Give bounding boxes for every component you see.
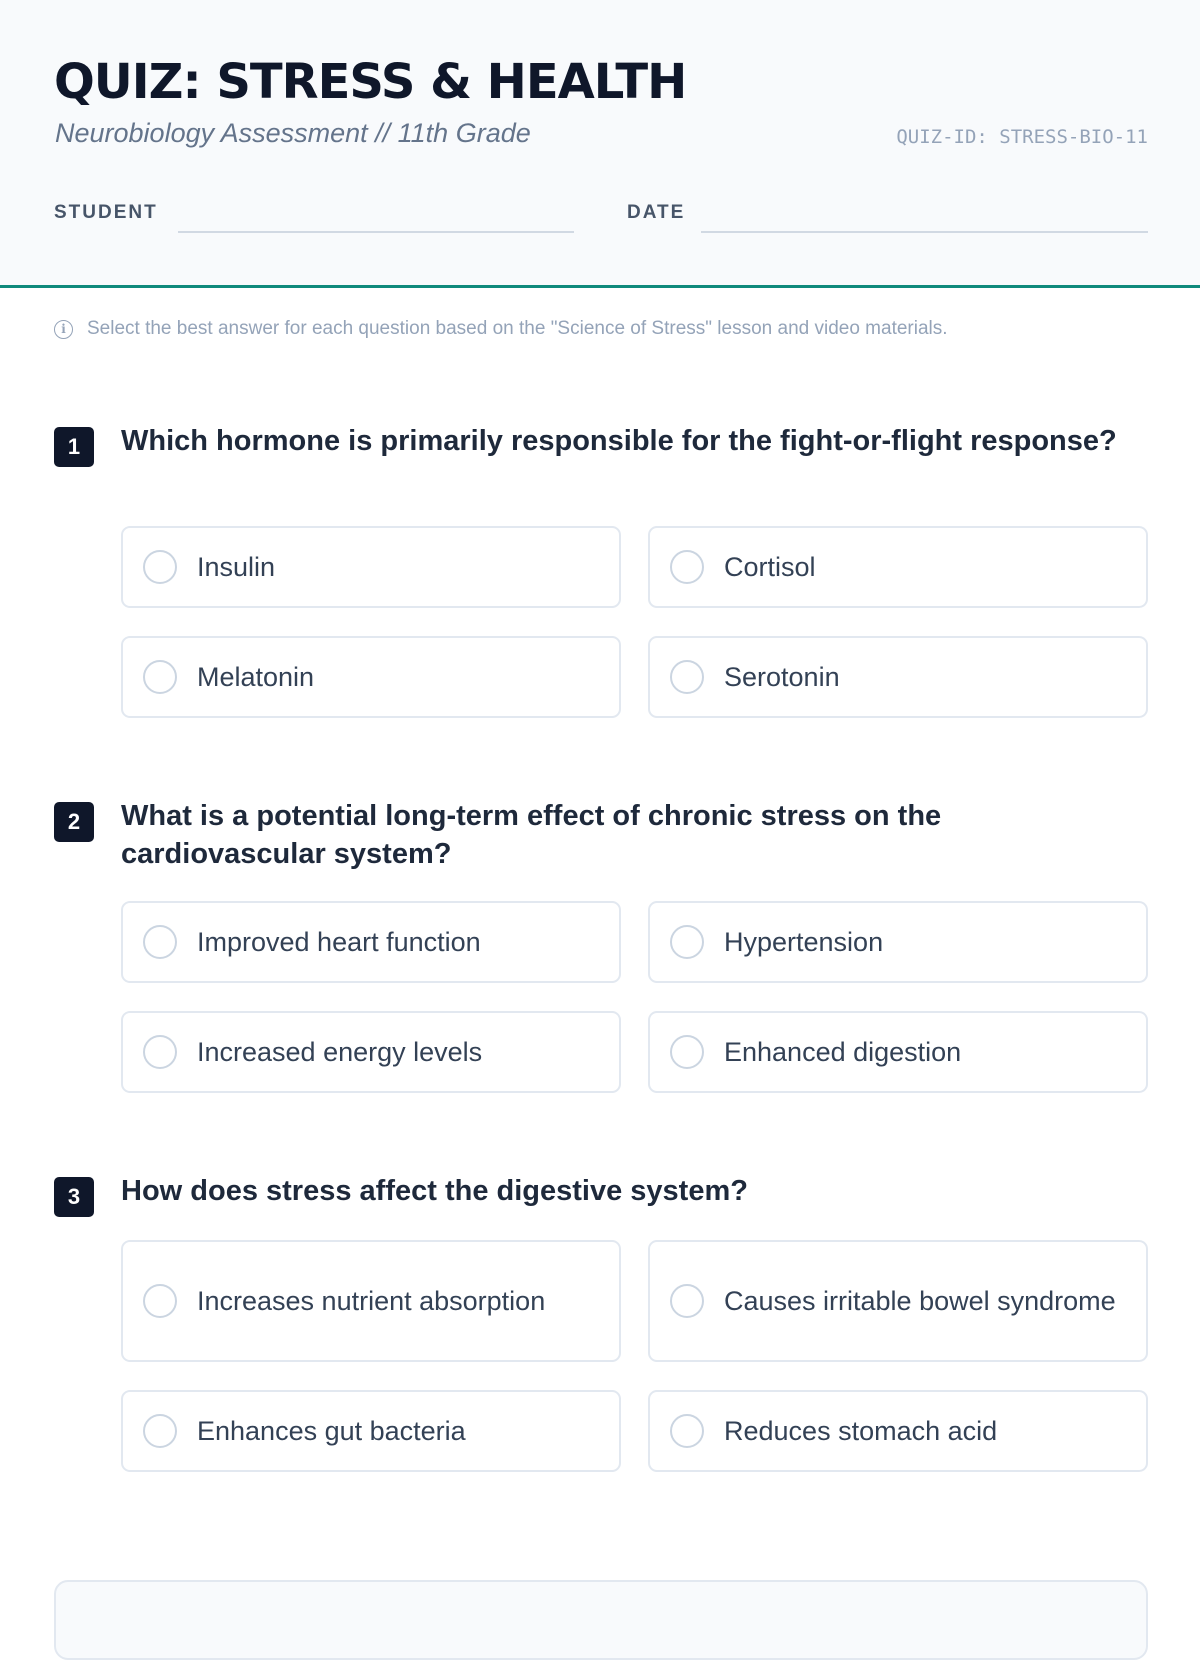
radio-button[interactable] [143,1284,177,1318]
radio-button[interactable] [143,1035,177,1069]
option-a[interactable] [121,1240,621,1362]
student-label: STUDENT [54,202,158,223]
radio-button[interactable] [670,1414,704,1448]
option-label: Cortisol [724,552,816,582]
option-c[interactable] [121,636,621,718]
radio-button[interactable] [143,925,177,959]
option-label: Melatonin [197,662,315,692]
question-number: 1 [54,427,94,467]
option-b[interactable] [648,901,1148,983]
question-text: How does stress affect the digestive system? [121,1175,748,1207]
question-number: 3 [54,1177,94,1217]
instructions [54,318,948,340]
radio-button[interactable] [670,1035,704,1069]
page-title: QUIZ: STRESS & HEALTH [54,54,687,110]
quiz-id: QUIZ-ID: STRESS-BIO-11 [896,126,1148,148]
option-label: Serotonin [724,662,840,692]
instructions-text: Select the best answer for each question based on the "Science of Stress" lesson and video materials. [87,318,948,339]
option-label: Increased energy levels [197,1037,483,1067]
option-d[interactable] [648,1390,1148,1472]
option-label: Improved heart function [197,927,481,957]
option-d[interactable] [648,636,1148,718]
radio-button[interactable] [143,660,177,694]
option-b[interactable] [648,526,1148,608]
option-label: Causes irritable bowel syndrome [724,1286,1116,1316]
option-label: Insulin [197,552,276,582]
date-label: DATE [627,202,686,223]
option-label: Hypertension [724,927,884,957]
radio-button[interactable] [143,550,177,584]
option-c[interactable] [121,1011,621,1093]
option-a[interactable] [121,526,621,608]
radio-button[interactable] [143,1414,177,1448]
radio-button[interactable] [670,550,704,584]
question-text: What is a potential long-term effect of chronic stress on the cardiovascular system? [121,800,942,870]
option-label: Increases nutrient absorption [197,1286,546,1316]
footer-card [54,1580,1148,1660]
quiz-header [0,0,1200,288]
radio-button[interactable] [670,660,704,694]
question-number: 2 [54,802,94,842]
student-field[interactable] [178,231,574,233]
radio-button[interactable] [670,925,704,959]
date-field[interactable] [701,231,1148,233]
option-c[interactable] [121,1390,621,1472]
option-label: Enhances gut bacteria [197,1416,466,1446]
option-label: Reduces stomach acid [724,1416,998,1446]
info-icon: i [54,320,73,339]
radio-button[interactable] [670,1284,704,1318]
option-b[interactable] [648,1240,1148,1362]
option-label: Enhanced digestion [724,1037,962,1067]
page-subtitle: Neurobiology Assessment // 11th Grade [55,118,531,148]
question-text: Which hormone is primarily responsible for the fight-or-flight response? [121,425,1117,457]
option-d[interactable] [648,1011,1148,1093]
option-a[interactable] [121,901,621,983]
